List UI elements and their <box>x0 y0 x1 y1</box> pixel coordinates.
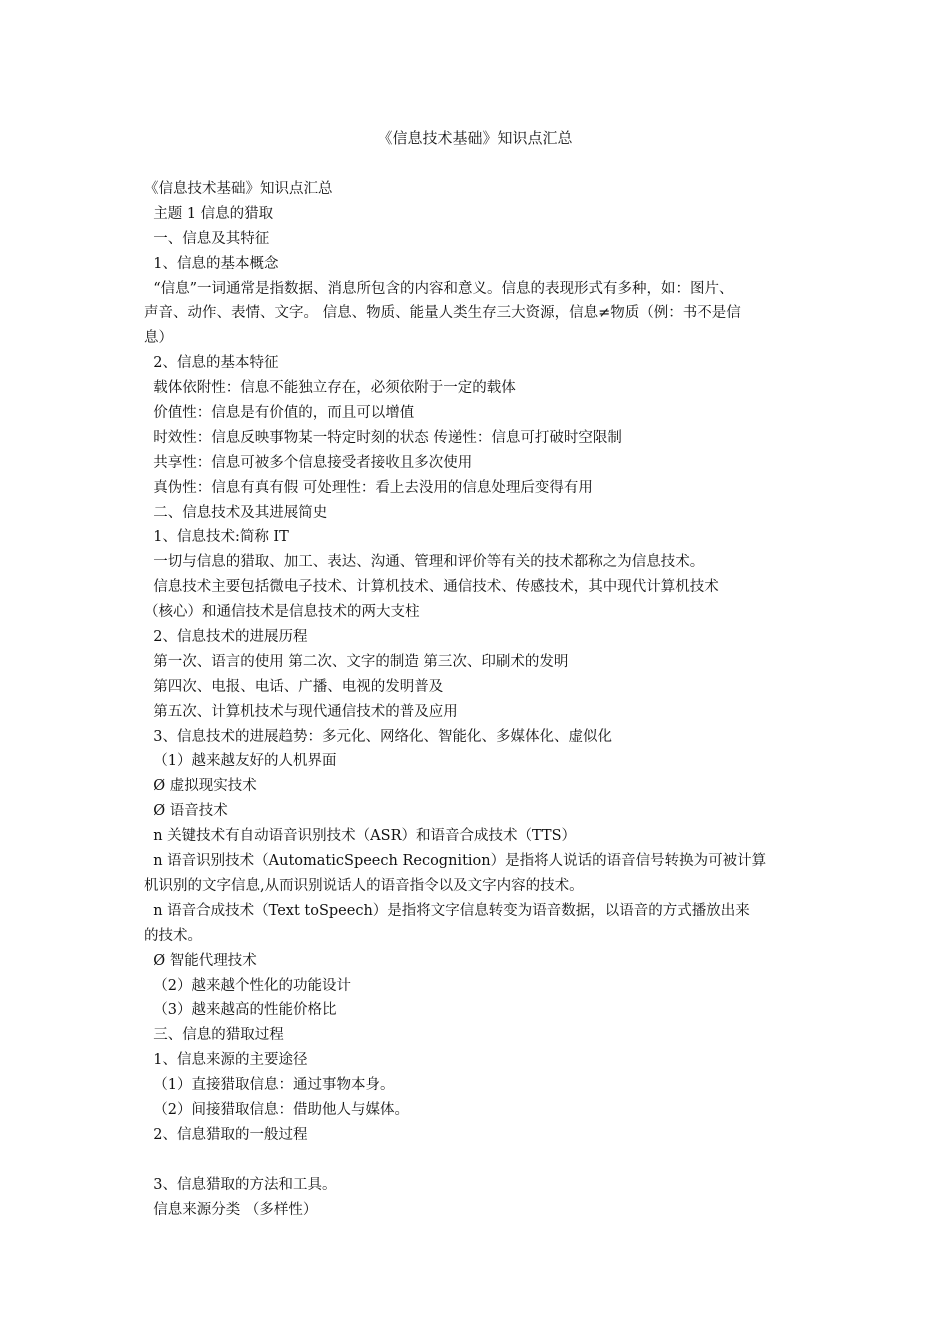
text-line: 第一次、语言的使用 第二次、文字的制造 第三次、印刷术的发明 <box>144 653 569 670</box>
text-line: 信息来源分类 （多样性） <box>144 1201 318 1218</box>
text-line: 时效性：信息反映事物某一特定时刻的状态 传递性：信息可打破时空限制 <box>144 429 622 446</box>
text-line: Ø 虚拟现实技术 <box>144 778 257 795</box>
document-body <box>144 177 810 1222</box>
text-line: （1）越来越友好的人机界面 <box>144 753 337 770</box>
text-line: “信息”一词通常是指数据、消息所包含的内容和意义。信息的表现形式有多种，如：图片、 <box>144 280 734 297</box>
text-line: （2）越来越个性化的功能设计 <box>144 977 351 994</box>
text-line: 《信息技术基础》知识点汇总 <box>144 181 333 197</box>
text-line: 2、信息技术的进展历程 <box>144 629 308 646</box>
text-line: 1、信息来源的主要途径 <box>144 1052 308 1069</box>
text-line: 一切与信息的猎取、加工、表达、沟通、管理和评价等有关的技术都称之为信息技术。 <box>144 554 705 571</box>
text-line: Ø 智能代理技术 <box>144 952 257 969</box>
text-line: 二、信息技术及其进展简史 <box>144 504 328 521</box>
text-line: 载体依附性：信息不能独立存在，必须依附于一定的载体 <box>144 380 516 397</box>
blank-line <box>144 1148 810 1173</box>
text-line: 的技术。 <box>144 927 202 944</box>
text-line: 声音、动作、表情、文字。 信息、物质、能量人类生存三大资源，信息≠物质（例：书不是信 <box>144 305 741 322</box>
text-line: 2、信息猎取的一般过程 <box>144 1126 308 1143</box>
page-title: 《信息技术基础》知识点汇总 <box>377 129 573 147</box>
text-line: 息） <box>144 330 173 347</box>
text-line: n 语音识别技术（AutomaticSpeech Recognition）是指将人说话的语音信号转换为可被计算 <box>144 853 767 870</box>
text-line: 真伪性：信息有真有假 可处理性：看上去没用的信息处理后变得有用 <box>144 479 593 496</box>
text-line: 主题 1 信息的猎取 <box>144 205 274 222</box>
text-line: 1、信息的基本概念 <box>144 255 279 272</box>
text-line: （核心）和通信技术是信息技术的两大支柱 <box>144 604 420 621</box>
text-line: 一、信息及其特征 <box>144 230 270 247</box>
text-line: 共享性：信息可被多个信息接受者接收且多次使用 <box>144 454 473 471</box>
text-line: 3、信息猎取的方法和工具。 <box>144 1176 337 1193</box>
text-line: n 关键技术有自动语音识别技术（ASR）和语音合成技术（TTS） <box>144 828 577 845</box>
text-line: （2）间接猎取信息：借助他人与媒体。 <box>144 1101 409 1118</box>
text-line: 信息技术主要包括微电子技术、计算机技术、通信技术、传感技术，其中现代计算机技术 <box>144 579 719 596</box>
text-line: 第四次、电报、电话、广播、电视的发明普及 <box>144 678 444 695</box>
text-line: （3）越来越高的性能价格比 <box>144 1002 337 1019</box>
text-line: （1）直接猎取信息：通过事物本身。 <box>144 1077 395 1094</box>
text-line: 价值性：信息是有价值的，而且可以增值 <box>144 405 415 422</box>
text-line: n 语音合成技术（Text toSpeech）是指将文字信息转变为语音数据，以语音的方式播放出来 <box>144 902 750 919</box>
text-line: 1、信息技术:简称 IT <box>144 529 289 546</box>
text-line: 3、信息技术的进展趋势：多元化、网络化、智能化、多媒体化、虚似化 <box>144 728 612 745</box>
text-line: 第五次、计算机技术与现代通信技术的普及应用 <box>144 703 458 720</box>
text-line: 2、信息的基本特征 <box>144 355 279 372</box>
text-line: Ø 语音技术 <box>144 803 228 820</box>
text-line: 机识别的文字信息,从而识别说话人的语音指令以及文字内容的技术。 <box>144 877 584 894</box>
text-line: 三、信息的猎取过程 <box>144 1027 284 1044</box>
